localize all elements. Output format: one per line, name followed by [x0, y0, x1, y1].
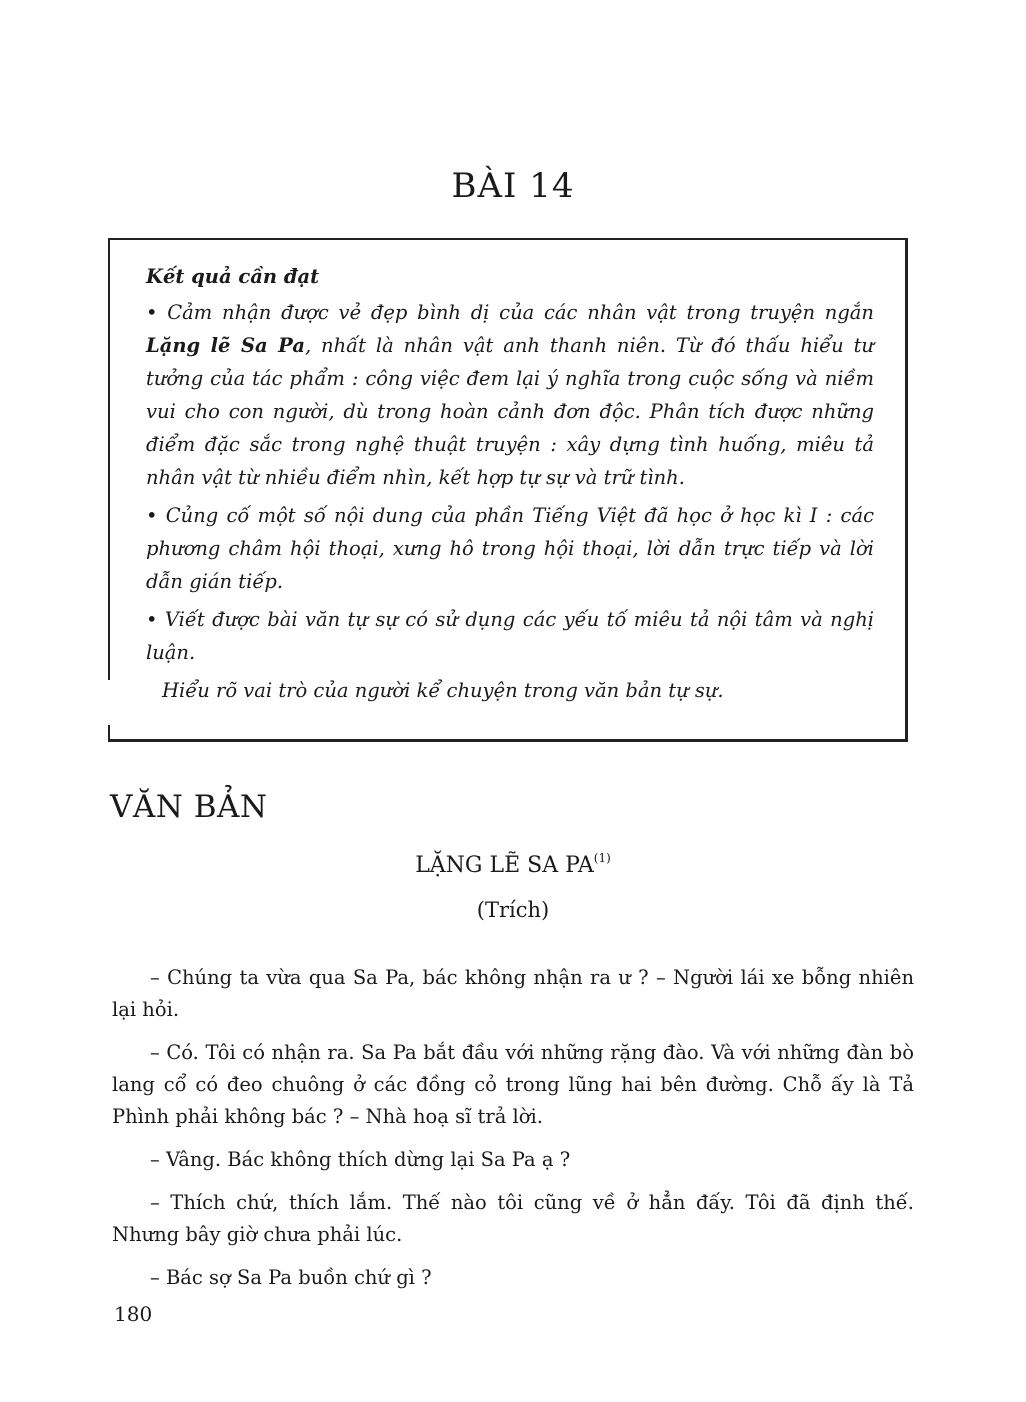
story-paragraph: – Vâng. Bác không thích dừng lại Sa Pa ạ ?: [150, 1148, 571, 1171]
bullet-icon: •: [146, 608, 158, 631]
learning-goals-box: [108, 238, 908, 742]
goal-text: Cảm nhận được vẻ đẹp bình dị của các nhân vật trong truyện ngắn: [167, 301, 874, 324]
bullet-icon: •: [146, 504, 158, 527]
bullet-icon: •: [146, 301, 158, 324]
box-left-border: [108, 240, 110, 680]
goal-item: [146, 296, 874, 494]
section-heading: VĂN BẢN: [110, 789, 268, 825]
page-number: 180: [114, 1302, 153, 1326]
story-paragraph: – Có. Tôi có nhận ra. Sa Pa bắt đầu với những rặng đào. Và với những đàn bò lang cổ có đeo chuông ở các đồng cỏ trong lũng hai bên đường. Chỗ ấy là Tả Phình phải không bác ? – Nhà hoạ sĩ trả lời.: [112, 1041, 914, 1128]
story-body: [112, 962, 914, 1305]
box-left-border-bottom: [108, 725, 110, 739]
story-paragraph: – Thích chứ, thích lắm. Thế nào tôi cũng về ở hẳn đấy. Tôi đã định thế. Nhưng bây giờ chưa phải lúc.: [112, 1191, 914, 1246]
goal-text: , nhất là nhân vật anh thanh niên. Từ đó thấu hiểu tư tưởng của tác phẩm : công việc đem lại ý nghĩa trong cuộc sống và niềm vui cho con người, dù trong hoàn cảnh đơn độc. Phân tích được những điểm đặc sắc trong nghệ thuật truyện : xây dựng tình huống, miêu tả nhân vật từ nhiều điểm nhìn, kết hợp tự sự và trữ tình.: [146, 334, 874, 489]
story-name-emphasis: Lặng lẽ Sa Pa: [146, 334, 305, 357]
goal-text: Viết được bài văn tự sự có sử dụng các yếu tố miêu tả nội tâm và nghị luận.: [146, 608, 875, 664]
story-title: [0, 853, 1026, 878]
story-paragraph: – Bác sợ Sa Pa buồn chứ gì ?: [150, 1266, 432, 1289]
story-title-text: LẶNG LẼ SA PA: [415, 853, 594, 878]
lesson-title: BÀI 14: [451, 166, 575, 206]
learning-goals-content: [146, 260, 874, 707]
goal-item: [146, 603, 874, 669]
story-paragraph: – Chúng ta vừa qua Sa Pa, bác không nhận ra ư ? – Người lái xe bỗng nhiên lại hỏi.: [112, 966, 914, 1021]
story-subtitle: (Trích): [476, 898, 550, 922]
goal-note: Hiểu rõ vai trò của người kể chuyện trong văn bản tự sự.: [162, 679, 724, 702]
goals-heading: Kết quả cần đạt: [146, 265, 320, 288]
footnote-mark: (1): [593, 851, 611, 865]
goal-item: [146, 499, 874, 598]
goal-text: Củng cố một số nội dung của phần Tiếng Việt đã học ở học kì I : các phương châm hội thoại, xưng hô trong hội thoại, lời dẫn trực tiếp và lời dẫn gián tiếp.: [146, 504, 874, 593]
